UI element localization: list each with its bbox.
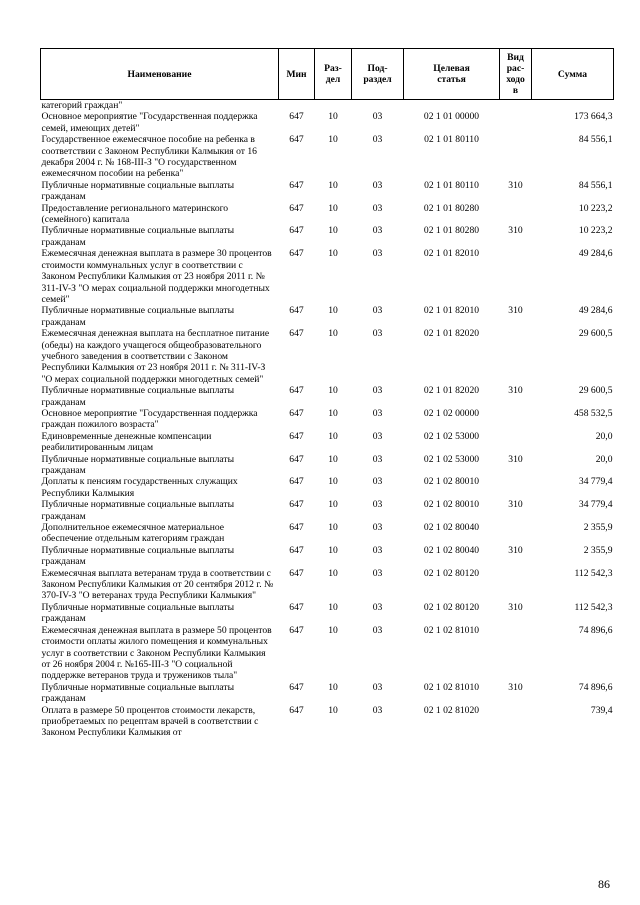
row-min: 647 <box>289 499 304 511</box>
row-summa: 2 355,9 <box>583 544 613 556</box>
row-razdel: 10 <box>328 624 338 636</box>
row-min: 647 <box>289 476 304 488</box>
table-row <box>41 568 614 602</box>
row-podrazdel: 03 <box>372 385 383 397</box>
row-name: Публичные нормативные социальные выплаты гражданам <box>41 601 235 625</box>
row-celevaya: 02 1 02 81020 <box>423 704 480 716</box>
row-vid <box>500 100 532 112</box>
row-vid: 310 <box>508 681 523 693</box>
row-celevaya: 02 1 01 82020 <box>423 385 480 397</box>
row-summa: 49 284,6 <box>578 305 613 317</box>
row-name: Публичные нормативные социальные выплаты гражданам <box>41 305 235 328</box>
page-number: 86 <box>598 877 610 891</box>
row-vid <box>500 248 532 305</box>
row-summa: 739,4 <box>590 704 613 716</box>
row-celevaya: 02 1 01 80110 <box>424 179 479 191</box>
row-celevaya: 02 1 02 80040 <box>423 544 480 556</box>
row-razdel: 10 <box>328 430 338 442</box>
row-podrazdel: 03 <box>372 522 383 534</box>
row-podrazdel: 03 <box>372 704 383 716</box>
row-summa: 29 600,5 <box>578 385 613 397</box>
row-vid <box>500 408 532 431</box>
row-name: Публичные нормативные социальные выплаты гражданам <box>41 681 235 705</box>
row-min: 647 <box>289 248 304 260</box>
row-summa: 29 600,5 <box>578 328 613 340</box>
row-podrazdel: 03 <box>372 225 383 237</box>
table-row <box>41 499 614 522</box>
row-name: категорий граждан" <box>41 100 123 111</box>
row-min: 647 <box>289 202 304 214</box>
row-min: 647 <box>289 453 304 465</box>
row-podrazdel: 03 <box>372 453 383 465</box>
row-min: 647 <box>289 601 304 613</box>
row-min: 647 <box>289 681 304 693</box>
table-row <box>41 454 614 477</box>
row-razdel: 10 <box>328 453 338 465</box>
row-summa: 74 896,6 <box>578 624 613 636</box>
row-vid <box>500 134 532 180</box>
row-summa: 112 542,3 <box>574 567 613 579</box>
row-podrazdel: 03 <box>372 328 383 340</box>
row-celevaya: 02 1 01 80280 <box>423 202 480 214</box>
row-summa: 2 355,9 <box>583 522 613 534</box>
table-row <box>41 100 614 112</box>
row-min: 647 <box>289 430 304 442</box>
row-podrazdel: 03 <box>372 601 383 613</box>
row-razdel: 10 <box>328 328 338 340</box>
row-podrazdel: 03 <box>372 681 383 693</box>
row-vid <box>500 705 532 739</box>
row-min: 647 <box>289 567 304 579</box>
row-name: Публичные нормативные социальные выплаты гражданам <box>41 225 235 248</box>
row-podrazdel <box>352 100 404 112</box>
table-row <box>41 134 614 180</box>
row-name: Дополнительное ежемесячное материальное обеспечение отдельным категориям граждан <box>41 522 225 545</box>
row-vid: 310 <box>508 179 523 191</box>
row-name: Ежемесячная выплата ветеранам труда в соответствии с Законом Республики Калмыкия от 20 сентября 2012 г. № 370-IV-З "О ветеранах труда Республики Калмыкия" <box>41 567 274 602</box>
row-vid <box>500 476 532 499</box>
row-name: Ежемесячная денежная выплата на бесплатное питание (обеды) на каждого учащегося общеобразовательного учебного заведения в соответствии с Законом Республики Калмыкия от 23 ноября 2011 г. № 311-IV-З "О мерах социальной поддержки многодетных семей" <box>41 328 270 385</box>
row-podrazdel: 03 <box>372 567 383 579</box>
row-podrazdel: 03 <box>372 202 383 214</box>
row-name: Основное мероприятие "Государственная поддержка семей, имеющих детей" <box>41 111 258 134</box>
row-summa: 34 779,4 <box>578 476 613 488</box>
header-razdel: Раз- дел <box>315 49 352 100</box>
row-celevaya: 02 1 02 00000 <box>423 407 480 419</box>
row-min: 647 <box>289 385 304 397</box>
row-name: Ежемесячная денежная выплата в размере 50 процентов стоимости оплаты жилого помещения и коммунальных услуг в соответствии с Законом Республики Калмыкия от 26 ноября 2004 г. №165-III-З "О социальной поддержке ветеранов труда и тружеников тыла" <box>41 624 272 682</box>
row-razdel: 10 <box>328 225 338 237</box>
row-name: Доплаты к пенсиям государственных служащих Республики Калмыкия <box>41 476 238 499</box>
row-vid <box>500 568 532 602</box>
header-celevaya: Целевая статья <box>404 49 500 100</box>
row-name: Государственное ежемесячное пособие на ребенка в соответствии с Законом Республики Калмыкия от 16 декабря 2004 г. № 168-III-З "О государственном ежемесячном пособии на ребенка" <box>41 134 257 180</box>
row-min: 647 <box>289 111 304 123</box>
row-razdel: 10 <box>328 134 338 146</box>
row-podrazdel: 03 <box>372 248 383 260</box>
row-vid: 310 <box>508 225 523 237</box>
row-podrazdel: 03 <box>372 499 383 511</box>
row-celevaya: 02 1 02 81010 <box>423 681 480 693</box>
header-podrazdel: Под- раздел <box>352 49 404 100</box>
row-min: 647 <box>289 522 304 534</box>
row-celevaya: 02 1 02 80040 <box>423 522 480 534</box>
row-celevaya: 02 1 02 81010 <box>423 624 480 636</box>
row-razdel: 10 <box>328 305 338 317</box>
row-name: Основное мероприятие "Государственная поддержка граждан пожилого возраста" <box>41 407 258 431</box>
table-row <box>41 111 614 134</box>
row-vid <box>500 431 532 454</box>
row-celevaya: 02 1 02 80120 <box>423 567 480 579</box>
row-podrazdel: 03 <box>372 134 383 146</box>
row-summa: 84 556,1 <box>578 134 613 146</box>
row-summa: 74 896,6 <box>578 681 613 693</box>
row-razdel: 10 <box>328 601 338 613</box>
row-razdel: 10 <box>328 499 338 511</box>
row-razdel: 10 <box>328 179 338 191</box>
row-razdel: 10 <box>328 567 338 579</box>
row-summa: 10 223,2 <box>578 202 613 214</box>
table-row <box>41 328 614 385</box>
row-name: Публичные нормативные социальные выплаты гражданам <box>41 499 235 522</box>
row-celevaya: 02 1 01 80110 <box>424 134 479 146</box>
row-min: 647 <box>289 179 304 191</box>
table-row <box>41 625 614 682</box>
row-vid: 310 <box>508 544 523 556</box>
row-celevaya: 02 1 02 53000 <box>423 453 480 465</box>
row-summa: 10 223,2 <box>578 225 613 237</box>
row-summa: 112 542,3 <box>574 601 613 613</box>
row-vid: 310 <box>508 385 523 397</box>
row-summa: 20,0 <box>595 430 613 442</box>
header-vid: Вид рас- ходо в <box>500 49 532 100</box>
row-min: 647 <box>289 544 304 556</box>
row-name: Публичные нормативные социальные выплаты гражданам <box>41 453 235 476</box>
row-podrazdel: 03 <box>372 624 383 636</box>
table-row <box>41 180 614 203</box>
row-celevaya: 02 1 02 80120 <box>423 601 480 613</box>
row-name: Ежемесячная денежная выплата в размере 30 процентов стоимости коммунальных услуг в соответствии с Законом Республики Калмыкия от 23 ноября 2011 г. № 311-IV-З "О мерах социальной поддержки многодетных семей" <box>41 248 272 305</box>
row-celevaya: 02 1 02 80010 <box>423 499 480 511</box>
row-celevaya: 02 1 01 00000 <box>423 111 480 123</box>
row-summa: 49 284,6 <box>578 248 613 260</box>
row-podrazdel: 03 <box>372 544 383 556</box>
row-min: 647 <box>289 407 304 419</box>
row-vid <box>500 522 532 545</box>
row-razdel: 10 <box>328 476 338 488</box>
row-name: Публичные нормативные социальные выплаты гражданам <box>41 544 235 568</box>
row-podrazdel: 03 <box>372 305 383 317</box>
table-row <box>41 476 614 499</box>
row-razdel: 10 <box>328 704 338 716</box>
row-vid: 310 <box>508 499 523 511</box>
row-razdel: 10 <box>328 544 338 556</box>
row-summa: 173 664,3 <box>574 111 613 123</box>
row-name: Предоставление регионального материнского (семейного) капитала <box>41 202 229 226</box>
row-razdel: 10 <box>328 248 338 260</box>
row-summa: 20,0 <box>595 453 613 465</box>
row-celevaya: 02 1 01 82020 <box>423 328 480 340</box>
row-vid: 310 <box>508 601 523 613</box>
table-row <box>41 682 614 705</box>
row-vid <box>500 625 532 682</box>
row-summa: 34 779,4 <box>578 499 613 511</box>
row-vid <box>500 203 532 226</box>
row-razdel: 10 <box>328 681 338 693</box>
table-row <box>41 522 614 545</box>
table-row <box>41 305 614 328</box>
row-celevaya: 02 1 01 82010 <box>423 248 480 260</box>
table-row <box>41 385 614 408</box>
row-razdel: 10 <box>328 407 338 419</box>
table-row <box>41 248 614 305</box>
row-summa <box>532 100 614 112</box>
row-celevaya: 02 1 02 53000 <box>423 430 480 442</box>
row-vid: 310 <box>508 453 523 465</box>
table-row <box>41 408 614 431</box>
row-min: 647 <box>289 134 304 146</box>
row-name: Единовременные денежные компенсации реабилитированным лицам <box>41 430 212 454</box>
row-min: 647 <box>289 624 304 636</box>
row-celevaya: 02 1 02 80010 <box>423 476 480 488</box>
row-razdel: 10 <box>328 385 338 397</box>
header-name: Наименование <box>41 49 279 100</box>
row-celevaya <box>404 100 500 112</box>
row-razdel <box>315 100 352 112</box>
row-min: 647 <box>289 225 304 237</box>
header-min: Мин <box>279 49 315 100</box>
header-summa: Сумма <box>532 49 614 100</box>
row-podrazdel: 03 <box>372 407 383 419</box>
table-row <box>41 203 614 226</box>
row-razdel: 10 <box>328 111 338 123</box>
row-vid <box>500 328 532 385</box>
row-name: Публичные нормативные социальные выплаты гражданам <box>41 385 235 408</box>
row-vid <box>500 111 532 134</box>
table-row <box>41 705 614 739</box>
row-min <box>279 100 315 112</box>
row-name: Публичные нормативные социальные выплаты гражданам <box>41 179 235 203</box>
table-row <box>41 225 614 248</box>
row-podrazdel: 03 <box>372 111 383 123</box>
row-summa: 84 556,1 <box>578 179 613 191</box>
row-razdel: 10 <box>328 522 338 534</box>
table-row <box>41 602 614 625</box>
table-row <box>41 545 614 568</box>
budget-table <box>40 48 614 739</box>
table-body <box>41 100 614 739</box>
row-podrazdel: 03 <box>372 430 383 442</box>
row-name: Оплата в размере 50 процентов стоимости лекарств, приобретаемых по рецептам врачей в соответствии с Законом Республики Калмыкия от <box>41 704 259 739</box>
row-min: 647 <box>289 328 304 340</box>
table-row <box>41 431 614 454</box>
row-min: 647 <box>289 305 304 317</box>
table-header <box>41 49 614 100</box>
row-razdel: 10 <box>328 202 338 214</box>
row-podrazdel: 03 <box>372 179 383 191</box>
row-min: 647 <box>289 704 304 716</box>
row-vid: 310 <box>508 305 523 317</box>
row-podrazdel: 03 <box>372 476 383 488</box>
row-celevaya: 02 1 01 82010 <box>423 305 480 317</box>
row-summa: 458 532,5 <box>574 407 613 419</box>
row-celevaya: 02 1 01 80280 <box>423 225 480 237</box>
